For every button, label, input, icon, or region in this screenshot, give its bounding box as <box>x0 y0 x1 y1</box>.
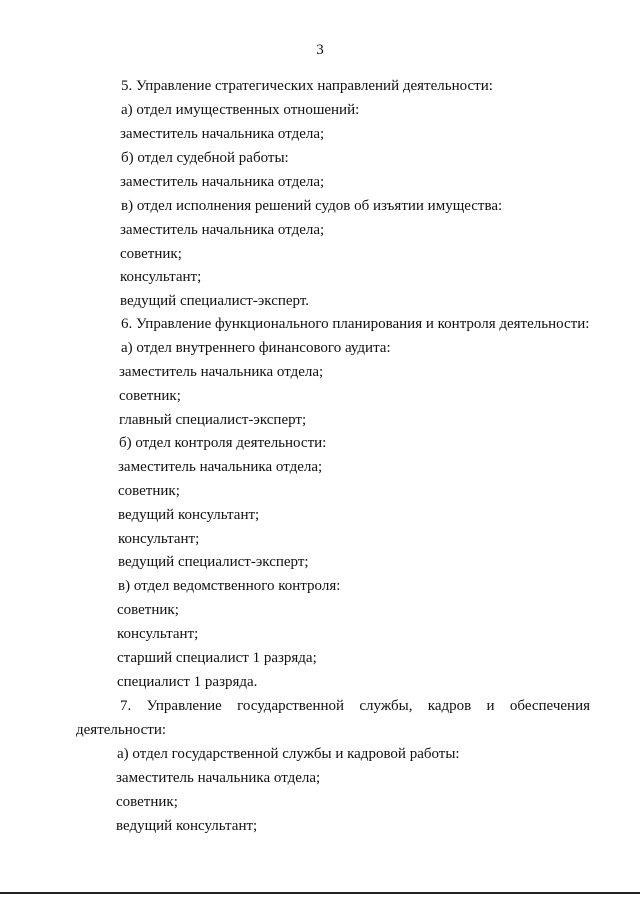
page-bottom-edge <box>0 892 640 894</box>
position-line: ведущий консультант; <box>118 507 260 523</box>
position-line: главный специалист-эксперт; <box>119 412 307 428</box>
department-line: а) отдел государственной службы и кадровой работы: <box>117 746 460 762</box>
section-6-heading: 6. Управление функционального планирования и контроля деятельности: <box>121 316 590 332</box>
section-7-word: обеспечения <box>509 698 590 714</box>
department-line: в) отдел исполнения решений судов об изъятии имущества: <box>121 198 503 214</box>
position-line: старший специалист 1 разряда; <box>117 650 317 666</box>
position-line: советник; <box>119 388 181 404</box>
position-line: советник; <box>117 602 179 618</box>
department-line: а) отдел имущественных отношений: <box>121 102 360 118</box>
section-7-word: службы, <box>359 698 413 714</box>
section-7-word: 7. <box>120 698 132 714</box>
position-line: заместитель начальника отдела; <box>120 126 325 142</box>
position-line: советник; <box>120 246 182 262</box>
section-7-word: кадров <box>427 698 472 714</box>
section-7-heading <box>120 697 590 715</box>
section-7-word: и <box>486 698 495 714</box>
section-7-word: Управление <box>146 698 222 714</box>
position-line: ведущий специалист-эксперт; <box>118 554 309 570</box>
department-line: б) отдел контроля деятельности: <box>119 435 327 451</box>
section-7-word: государственной <box>237 698 345 714</box>
position-line: советник; <box>118 483 180 499</box>
position-line: консультант; <box>117 626 199 642</box>
position-line: консультант; <box>120 269 202 285</box>
position-line: советник; <box>116 794 178 810</box>
position-line: заместитель начальника отдела; <box>119 364 324 380</box>
position-line: заместитель начальника отдела; <box>120 174 325 190</box>
position-line: заместитель начальника отдела; <box>118 459 323 475</box>
position-line: заместитель начальника отдела; <box>120 222 325 238</box>
position-line: ведущий консультант; <box>116 818 258 834</box>
section-7-heading-continuation: деятельности: <box>76 722 167 738</box>
department-line: а) отдел внутреннего финансового аудита: <box>121 340 391 356</box>
department-line: в) отдел ведомственного контроля: <box>118 578 341 594</box>
department-line: б) отдел судебной работы: <box>121 150 289 166</box>
position-line: консультант; <box>118 531 200 547</box>
section-5-heading: 5. Управление стратегических направлений деятельности: <box>121 78 493 94</box>
page-number: 3 <box>316 42 324 58</box>
position-line: ведущий специалист-эксперт. <box>120 293 310 309</box>
position-line: специалист 1 разряда. <box>117 674 258 690</box>
position-line: заместитель начальника отдела; <box>116 770 321 786</box>
